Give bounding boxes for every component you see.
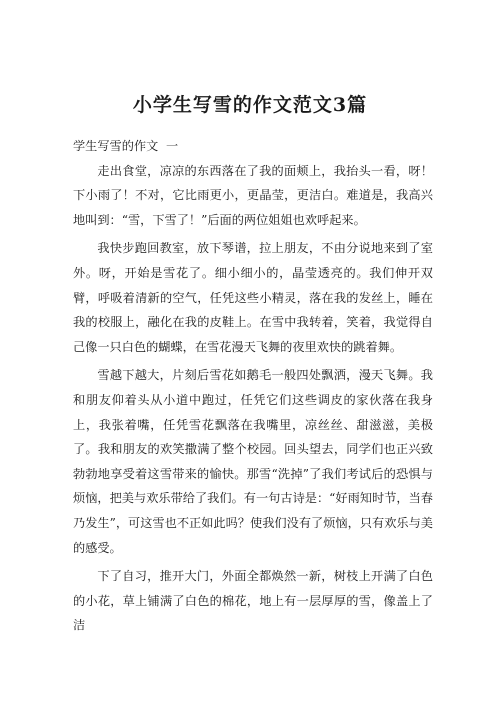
section-heading: 学生写雪的作文 一 [73, 139, 179, 153]
document-body [73, 134, 433, 642]
paragraph: 我快步跑回教室，放下琴谱，拉上朋友，不由分说地来到了室外。呀，开始是雪花了。细小细小的，晶莹透亮的。我们伸开双臂，呼吸着清新的空气，任凭这些小精灵，落在我的发丝上，睡在我的校服上，融化在我的皮鞋上。在雪中我转着，笑着，我觉得自己像一只白色的蝴蝶，在雪花漫天飞舞的夜里欢快的跳着舞。 [73, 241, 433, 354]
document-title: 小学生写雪的作文范文3篇 [132, 94, 368, 116]
paragraph: 雪越下越大，片刻后雪花如鹅毛一般四处飘洒，漫天飞舞。我和朋友仰着头从小道中跑过，任凭它们这些调皮的家伙落在我身上，我张着嘴，任凭雪花飘落在我嘴里，凉丝丝、甜滋滋，美极了。我和朋友的欢笑撒满了整个校园。回头望去，同学们也正兴致勃勃地享受着这雪带来的愉快。那雪“洗掉”了我们考试后的恐惧与烦恼，把美与欢乐带给了我们。有一句古诗是：“好雨知时节，当春乃发生”，可这雪也不正如此吗？使我们没有了烦恼，只有欢乐与美的感受。 [73, 368, 433, 555]
paragraph: 走出食堂，凉凉的东西落在了我的面颊上，我抬头一看，呀！下小雨了！不对，它比雨更小，更晶莹，更洁白。难道是，我高兴地叫到：“雪，下雪了！”后面的两位姐姐也欢呼起来。 [73, 163, 433, 227]
paragraph: 下了自习，推开大门，外面全都焕然一新，树枝上开满了白色的小花，草上铺满了白色的棉花，地上有一层厚厚的雪，像盖上了洁 [73, 569, 433, 633]
